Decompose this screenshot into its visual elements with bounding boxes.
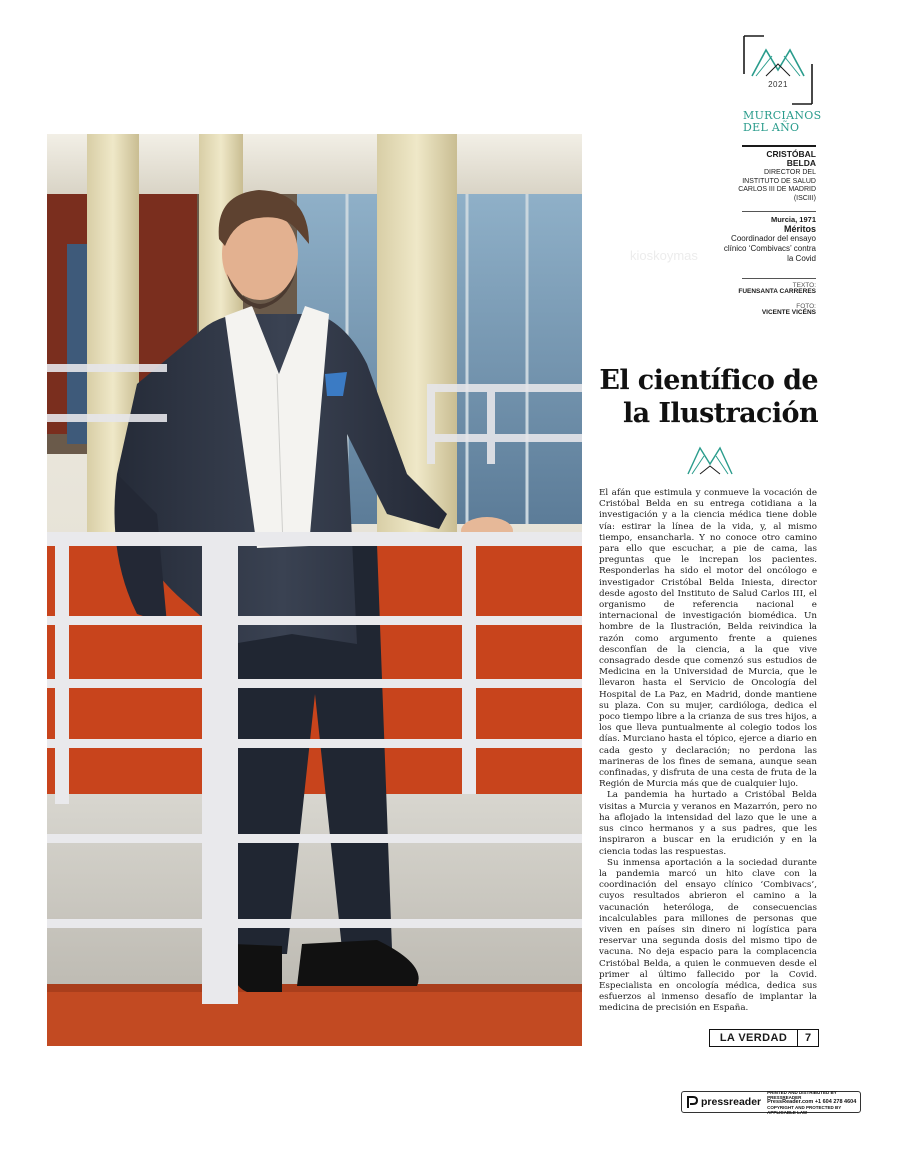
divider: [742, 278, 816, 279]
divider: [742, 145, 816, 147]
person-name: CRISTÓBAL BELDA: [766, 149, 816, 168]
notice-line: PressReader.com +1 604 278 4604: [767, 1098, 857, 1105]
article-paragraph: El afán que estimula y conmueve la vocación de Cristóbal Belda en su entrega cotidiana a la investigación y a la ciencia médica tiene doble vía: estirar la línea de la vida, y, al mismo tiempo, ensancharla. Y no conoce otro camino para ello que escuchar, a pie de cama, las preguntas que le increpan los pacientes. Responderlas ha sido el motor del oncólogo e investigador Cristóbal Belda Iniesta, director desde agosto del Instituto de Salud Carlos III, el organismo de referencia nacional e internacional de investigación biomédica. Un hombre de la Ilustración, Belda reivindica la razón como argumento frente a quienes desconfían de la ciencia, a la que vive consagrado desde que comenzó sus estudios de Medicina en la Universidad de Murcia, que le llevaron hasta el Servicio de Oncología del Hospital de La Paz, en Madrid, donde mantiene su plaza. Con su mujer, cardióloga, dedica el poco tiempo libre a la crianza de sus tres hijos, a los que lleva puntualmente al colegio todos los días. Murciano hasta el tópico, ejerce a diario en cada gesto y declaración; no perdona las marineras de los fines de semana, aunque sean confinadas, y disfruta de una cesta de fruta de la Región de Murcia más que de cualquier lujo.: [599, 488, 817, 790]
murcianos-del-ano-logo: [742, 34, 814, 106]
person-role: DIRECTOR DEL INSTITUTO DE SALUD CARLOS III DE MADRID (ISCIII): [738, 169, 816, 202]
section-title: MURCIANOS DEL AÑO: [743, 109, 822, 134]
pressreader-logo: [682, 1095, 761, 1109]
merits-text: Coordinador del ensayo clínico ‘Combivacs’ contra la Covid: [723, 234, 816, 263]
pressreader-brand: pressreader: [701, 1096, 762, 1108]
notice-line: PRINTED AND DISTRIBUTED BY PRESSREADER: [767, 1089, 837, 1100]
article-paragraph: Su inmensa aportación a la sociedad durante la pandemia marcó un hito clave con la coordinación del ensayo clínico ‘Combivacs’, cuyos resultados abrieron el camino a la vacunación heteróloga, de consecuencias incalculables para millones de personas que viven en países sin dinero ni logística para reservar una segunda dosis del mismo tipo de vacuna. No deja espacio para la complacencia Cristóbal Belda, a quien le conmueven desde el primer al último fallecido por la Covid. Especialista en oncología médica, dedica sus esfuerzos al inmenso desafío de implantar la medicina de precisión en España.: [599, 857, 817, 1014]
divider: [742, 211, 816, 212]
pressreader-icon: [686, 1095, 698, 1109]
photo-credit-author: VICENTE VICÉNS: [761, 309, 816, 316]
article-body: [599, 488, 817, 1015]
pressreader-notice: [767, 1090, 860, 1115]
text-credit-author: FUENSANTA CARRERES: [738, 288, 816, 295]
photo-credit-label: FOTO:: [796, 303, 816, 310]
birth-info: Murcia, 1971: [770, 215, 816, 224]
headline: El científico de la Ilustración: [599, 365, 818, 429]
watermark: kioskoymas: [630, 248, 698, 263]
portrait-photo: [47, 134, 582, 1046]
article-paragraph: La pandemia ha hurtado a Cristóbal Belda visitas a Murcia y veranos en Mazarrón, pero no ha aflojado la intensidad del lazo que le une a sus cinco hermanos y a sus padres, que les inspiraron a buscar en la erudición y en la ciencia todas las respuestas.: [599, 790, 817, 857]
merits-label: Méritos: [783, 224, 816, 234]
text-credit-label: TEXTO:: [792, 282, 816, 289]
notice-line: COPYRIGHT AND PROTECTED BY APPLICABLE LAW: [767, 1104, 842, 1115]
page-number: 7: [797, 1030, 818, 1046]
section-mark-icon: [686, 442, 734, 478]
pressreader-banner: [681, 1091, 861, 1113]
publication-name: LA VERDAD: [719, 1032, 788, 1044]
badge-year: 2021: [768, 80, 788, 89]
page-footer: [709, 1029, 819, 1047]
